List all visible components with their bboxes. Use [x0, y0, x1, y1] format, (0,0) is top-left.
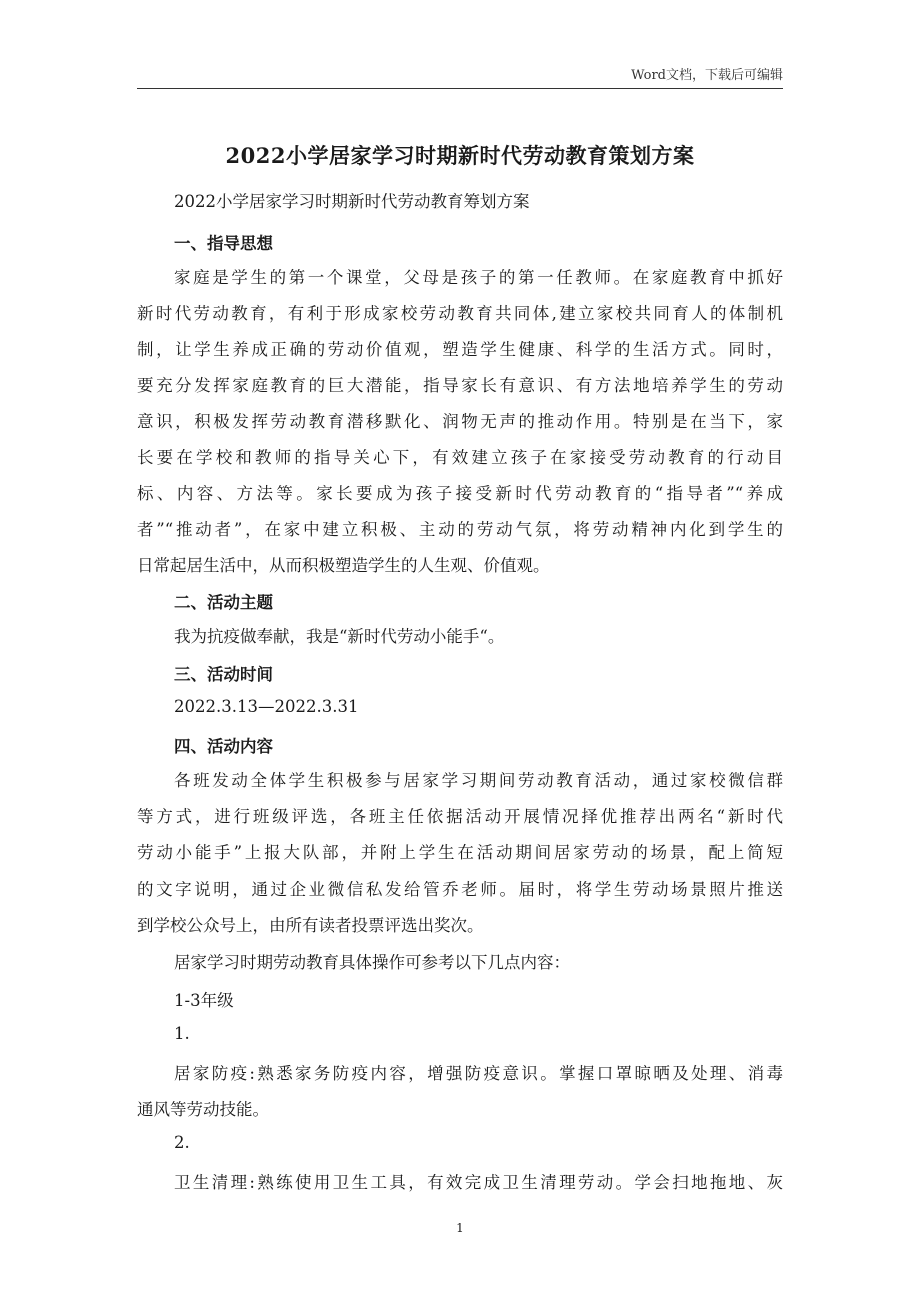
paragraph-line: 各班发动全体学生积极参与居家学习期间劳动教育活动，通过家校微信群	[174, 771, 783, 790]
paragraph-line: 家庭是学生的第一个课堂，父母是孩子的第一任教师。在家庭教育中抓好	[174, 268, 783, 287]
paragraph-line: 的文字说明，通过企业微信私发给管乔老师。届时，将学生劳动场景照片推送	[137, 880, 783, 899]
paragraph-line: 到学校公众号上，由所有读者投票评选出奖次。	[137, 916, 484, 935]
paragraph-line: 劳动小能手”上报大队部，并附上学生在活动期间居家劳动的场景，配上简短	[137, 843, 783, 862]
list-item-line: 通风等劳动技能。	[137, 1100, 269, 1119]
subtitle: 2022小学居家学习时期新时代劳动教育筹划方案	[174, 192, 530, 211]
section-heading-time: 三、活动时间	[174, 665, 273, 684]
paragraph-line: 日常起居生活中，从而积极塑造学生的人生观、价值观。	[137, 556, 550, 575]
list-item-number: 1.	[174, 1024, 190, 1043]
list-item-line: 卫生清理:熟练使用卫生工具，有效完成卫生清理劳动。学会扫地拖地、灰	[174, 1173, 783, 1192]
section-heading-theme: 二、活动主题	[174, 593, 273, 612]
section-heading-guiding: 一、指导思想	[174, 234, 273, 253]
section-heading-content: 四、活动内容	[174, 737, 273, 756]
paragraph-line: 制，让学生养成正确的劳动价值观，塑造学生健康、科学的生活方式。同时，	[137, 340, 783, 359]
page-number: 1	[456, 1221, 464, 1235]
list-item-number: 2.	[174, 1133, 190, 1152]
theme-text: 我为抗疫做奉献，我是“新时代劳动小能手“。	[174, 627, 505, 646]
reference-text: 居家学习时期劳动教育具体操作可参考以下几点内容：	[174, 953, 570, 972]
grade-label: 1-3年级	[174, 991, 234, 1010]
page-header	[137, 62, 783, 89]
paragraph-line: 标、内容、方法等。家长要成为孩子接受新时代劳动教育的“指导者”“养成	[137, 484, 783, 503]
paragraph-line: 要充分发挥家庭教育的巨大潜能，指导家长有意识、有方法地培养学生的劳动	[137, 376, 783, 395]
paragraph-line: 长要在学校和教师的指导关心下，有效建立孩子在家接受劳动教育的行动目	[137, 448, 783, 467]
paragraph-line: 者”“推动者”，在家中建立积极、主动的劳动气氛，将劳动精神内化到学生的	[137, 520, 783, 539]
time-text: 2022.3.13—2022.3.31	[174, 697, 359, 716]
paragraph-line: 新时代劳动教育，有利于形成家校劳动教育共同体,建立家校共同育人的体制机	[137, 304, 783, 323]
header-text: Word文档，下载后可编辑	[631, 68, 783, 83]
list-item-line: 居家防疫:熟悉家务防疫内容，增强防疫意识。掌握口罩晾晒及处理、消毒	[174, 1064, 783, 1083]
paragraph-line: 等方式，进行班级评选，各班主任依据活动开展情况择优推荐出两名“新时代	[137, 807, 783, 826]
paragraph-line: 意识，积极发挥劳动教育潜移默化、润物无声的推动作用。特别是在当下，家	[137, 412, 783, 431]
document-title: 2022小学居家学习时期新时代劳动教育策划方案	[225, 143, 695, 168]
